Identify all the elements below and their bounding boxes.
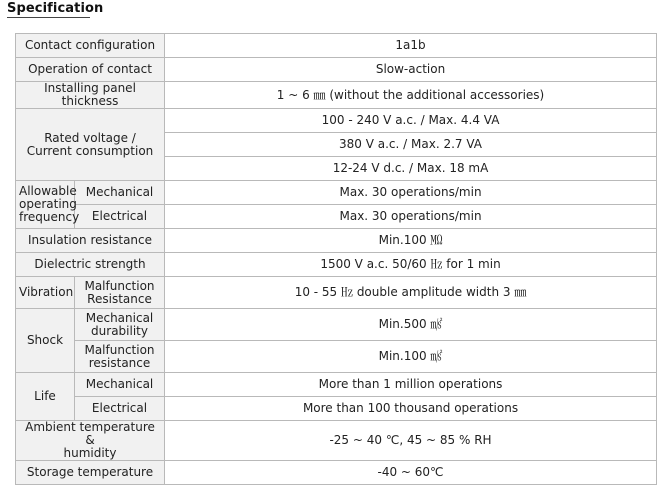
row-value: Min.100 ㎨: [165, 341, 657, 373]
sub-label: [75, 277, 165, 309]
sub-label: Electrical: [75, 205, 165, 229]
table-row: [16, 34, 657, 58]
table-row: [16, 58, 657, 82]
label-line: durability: [91, 323, 148, 338]
label-line: Resistance: [87, 291, 152, 306]
table-row: [16, 373, 657, 397]
frequency-label: [16, 181, 80, 229]
label-line: resistance: [88, 355, 151, 370]
table-row: [16, 229, 657, 253]
row-value: More than 100 thousand operations: [165, 397, 657, 421]
row-value: -25 ~ 40 ℃, 45 ~ 85 % RH: [165, 421, 657, 461]
label-line: humidity: [63, 446, 117, 460]
row-label: Storage temperature: [16, 461, 165, 485]
row-value: Slow-action: [165, 58, 657, 82]
label-line: operating: [19, 197, 77, 211]
table-row: [16, 181, 657, 205]
rated-voltage-label: [16, 109, 165, 181]
label-line: Rated voltage /: [44, 130, 136, 145]
specification-table: [15, 33, 657, 485]
title-underline: [7, 17, 90, 18]
row-value: Min.100 ㏁: [165, 229, 657, 253]
row-value: 1500 V a.c. 50/60 ㎐ for 1 min: [165, 253, 657, 277]
row-value: 10 - 55 ㎐ double amplitude width 3 ㎜: [165, 277, 657, 309]
label-line: Malfunction: [84, 278, 155, 293]
row-value: 12-24 V d.c. / Max. 18 mA: [165, 157, 657, 181]
row-label: [16, 421, 165, 461]
label-line: Ambient temperature &: [25, 420, 155, 447]
row-value: Max. 30 operations/min: [165, 205, 657, 229]
label-line: Allowable: [19, 184, 77, 198]
row-value: Min.500 ㎨: [165, 309, 657, 341]
label-line: Mechanical: [85, 310, 154, 325]
table-row: [16, 341, 657, 373]
table-row: [16, 421, 657, 461]
sub-label: Mechanical: [75, 181, 165, 205]
row-value: 1 ~ 6 ㎜ (without the additional accessories): [165, 82, 657, 109]
table-row: [16, 461, 657, 485]
label-line: frequency: [19, 210, 80, 224]
sub-label: [75, 341, 165, 373]
row-label: Contact configuration: [16, 34, 165, 58]
table-row: [16, 277, 657, 309]
row-label: Installing panel thickness: [16, 82, 165, 109]
row-value: Max. 30 operations/min: [165, 181, 657, 205]
row-label: Dielectric strength: [16, 253, 165, 277]
row-value: 1a1b: [165, 34, 657, 58]
sub-label: Electrical: [75, 397, 165, 421]
sub-label: Mechanical: [75, 373, 165, 397]
row-value: More than 1 million operations: [165, 373, 657, 397]
label-line: Malfunction: [84, 342, 155, 357]
row-label: Insulation resistance: [16, 229, 165, 253]
table-row: [16, 253, 657, 277]
row-label: Life: [16, 373, 75, 421]
row-value: 100 - 240 V a.c. / Max. 4.4 VA: [165, 109, 657, 133]
table-row: [16, 82, 657, 109]
row-value: -40 ~ 60℃: [165, 461, 657, 485]
page-title: Specification: [7, 1, 104, 16]
label-line: Current consumption: [26, 143, 154, 158]
table-row: [16, 109, 657, 133]
table-row: [16, 397, 657, 421]
sub-label: [75, 309, 165, 341]
row-value: 380 V a.c. / Max. 2.7 VA: [165, 133, 657, 157]
row-label: Operation of contact: [16, 58, 165, 82]
table-row: [16, 309, 657, 341]
row-label: Vibration: [16, 277, 75, 309]
row-label: Shock: [16, 309, 75, 373]
table-row: [16, 205, 657, 229]
